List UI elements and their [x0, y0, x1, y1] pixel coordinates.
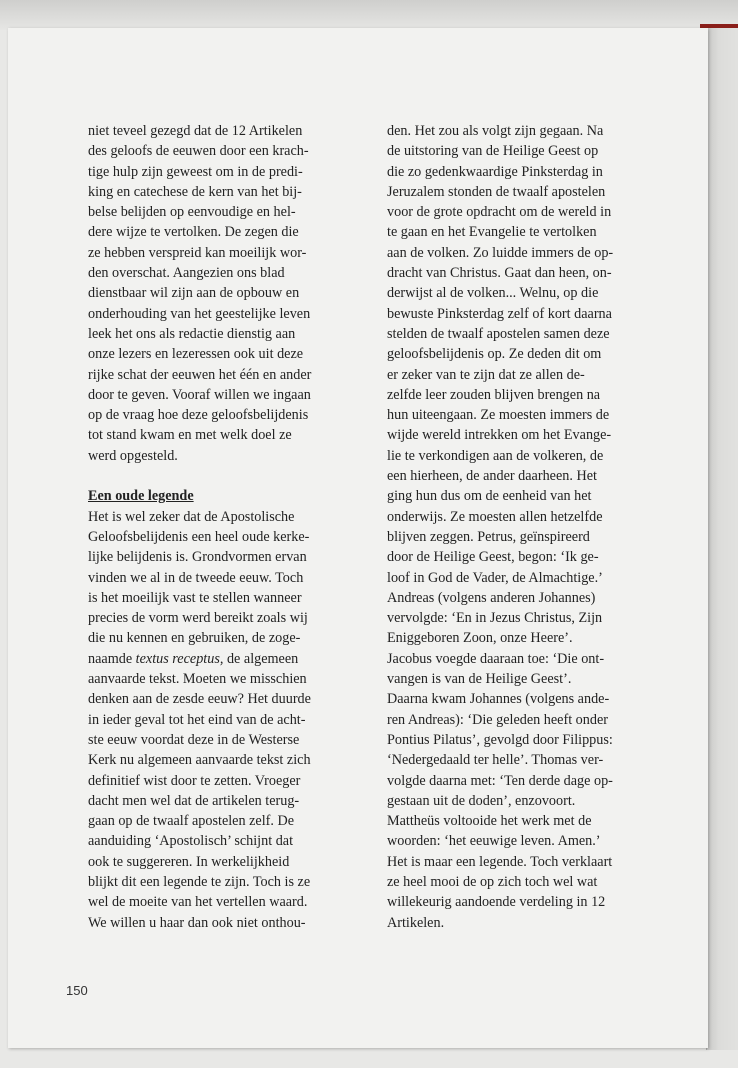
left-column [88, 121, 350, 933]
text-line: er zeker van te zijn dat ze allen de- [387, 366, 585, 383]
text-line: loof in God de Vader, de Almachtige.’ [387, 569, 603, 586]
text-line: in ieder geval tot het eind van de acht- [88, 711, 306, 728]
text-line: Andreas (volgens anderen Johannes) [387, 589, 596, 606]
text-line: woorden: ‘het eeuwige leven. Amen.’ [387, 833, 601, 850]
text-line: Geloofsbelijdenis een heel oude kerke- [88, 528, 310, 545]
text-line: te gaan en het Evangelie te vertolken [387, 224, 597, 241]
text-line: is het moeilijk vast te stellen wanneer [88, 589, 302, 606]
text-line: rijke schat der eeuwen het één en ander [88, 366, 312, 383]
text-line: ging hun dus om de eenheid van het [387, 488, 592, 505]
text-line: lijke belijdenis is. Grondvormen ervan [88, 549, 307, 566]
text-line: belse belijden op eenvoudige en hel- [88, 204, 296, 221]
text-line: Kerk nu algemeen aanvaarde tekst zich [88, 752, 311, 769]
text-line: gaan op de twaalf apostelen zelf. De [88, 813, 295, 830]
next-page-edge [706, 24, 738, 1050]
text-line: precies de vorm werd bereikt zoals wij [88, 610, 308, 627]
text-line: dienstbaar wil zijn aan de opbouw en [88, 285, 300, 302]
text-line: dracht van Christus. Gaat dan heen, on- [387, 265, 612, 282]
text-line: derwijst al de volken... Welnu, op die [387, 285, 599, 302]
text-line: Jacobus voegde daaraan toe: ‘Die ont- [387, 650, 605, 667]
text-line: niet teveel gezegd dat de 12 Artikelen [88, 123, 303, 139]
text-line: Pontius Pilatus’, gevolgd door Filippus: [387, 731, 613, 748]
text-line: ze heel mooi de op zich toch wel wat [387, 873, 598, 890]
text-line: ook te suggereren. In werkelijkheid [88, 853, 290, 870]
paragraph-gap [88, 466, 350, 486]
text-line: gestaan uit de doden’, enzovoort. [387, 792, 576, 809]
text-line: onderhouding van het geestelijke leven [88, 305, 311, 322]
text-line: des geloofs de eeuwen door een krach- [88, 143, 309, 160]
text-line: definitief wist door te zetten. Vroeger [88, 772, 301, 789]
text-line: Artikelen. [387, 914, 445, 931]
text-line: onze lezers en lezeressen ook uit deze [88, 346, 304, 363]
text-line: op de vraag hoe deze geloofsbelijdenis [88, 407, 309, 424]
text-line: bewuste Pinksterdag zelf of kort daarna [387, 305, 612, 322]
legend-paragraph-start [88, 507, 350, 649]
text-line: geloofsbelijdenis op. Ze deden dit om [387, 346, 602, 363]
text-line: tot stand kwam en met welk doel ze [88, 427, 292, 444]
text-line: denken aan de zesde eeuw? Het duurde [88, 691, 311, 708]
text-line: volgde daarna met: ‘Ten derde dage op- [387, 772, 613, 789]
text-line: door te geven. Vooraf willen we ingaan [88, 386, 311, 403]
text-line: king en catechese de kern van het bij- [88, 183, 302, 200]
text-line: dere wijze te vertolken. De zegen die [88, 224, 299, 241]
text-line: hun uiteengaan. Ze moesten immers de [387, 407, 610, 424]
text-fragment: naamde [88, 650, 136, 667]
text-line: Daarna kwam Johannes (volgens ande- [387, 691, 610, 708]
text-line: blijkt dit een legende te zijn. Toch is ze [88, 873, 311, 890]
text-line: door de Heilige Geest, begon: ‘Ik ge- [387, 549, 599, 566]
text-line: een hierheen, de ander daarheen. Het [387, 468, 597, 485]
section-heading: Een oude legende [88, 488, 194, 505]
text-line: vervolgde: ‘En in Jezus Christus, Zijn [387, 610, 603, 627]
text-line: wel de moeite van het vertellen waard. [88, 894, 308, 911]
text-line: tige hulp zijn geweest om in de predi- [88, 163, 303, 180]
text-line: blijven zeggen. Petrus, geïnspireerd [387, 528, 590, 545]
text-line: leek het ons als redactie dienstig aan [88, 325, 296, 342]
text-line: We willen u haar dan ook niet onthou- [88, 914, 306, 931]
text-line: aanduiding ‘Apostolisch’ schijnt dat [88, 833, 294, 850]
text-line: vangen is van de Heilige Geest’. [387, 671, 572, 688]
text-line: lie te verkondigen aan de volkeren, de [387, 447, 604, 464]
text-line: den overschat. Aangezien ons blad [88, 265, 285, 282]
text-line: onderwijs. Ze moesten allen hetzelfde [387, 508, 603, 525]
text-line: dacht men wel dat de artikelen terug- [88, 792, 300, 809]
text-line: den. Het zou als volgt zijn gegaan. Na [387, 123, 604, 139]
text-line: ze hebben verspreid kan moeilijk wor- [88, 244, 307, 261]
legend-paragraph-end [88, 669, 350, 933]
text-line: ren Andreas): ‘Die geleden heeft onder [387, 711, 608, 728]
text-line: vinden we al in de tweede eeuw. Toch [88, 569, 304, 586]
legend-continuation [387, 121, 652, 933]
italic-term: textus receptus, [135, 650, 224, 667]
text-line: aanvaarde tekst. Moeten we misschien [88, 671, 307, 688]
text-line: aan de volken. Zo luidde immers de op- [387, 244, 614, 261]
text-line: Jeruzalem stonden de twaalf apostelen [387, 183, 606, 200]
text-line: Eniggeboren Zoon, onze Heere’. [387, 630, 573, 647]
text-line: werd opgesteld. [88, 447, 178, 464]
right-column [387, 121, 652, 933]
text-line-italic [88, 649, 350, 669]
text-fragment: de algemeen [223, 650, 299, 667]
text-line: Mattheüs voltooide het werk met de [387, 813, 592, 830]
text-line: die zo gedenkwaardige Pinksterdag in [387, 163, 603, 180]
text-line: die nu kennen en gebruiken, de zoge- [88, 630, 301, 647]
text-line: ste eeuw voordat deze in de Westerse [88, 731, 300, 748]
text-line: voor de grote opdracht om de wereld in [387, 204, 612, 221]
text-line: ‘Nedergedaald ter helle’. Thomas ver- [387, 752, 604, 769]
text-line: Het is wel zeker dat de Apostolische [88, 508, 295, 525]
intro-paragraph [88, 121, 350, 466]
text-line: willekeurig aandoende verdeling in 12 [387, 894, 606, 911]
text-line: Het is maar een legende. Toch verklaart [387, 853, 613, 870]
page-number: 150 [66, 983, 88, 998]
text-line: zelfde leer zouden blijven brengen na [387, 386, 601, 403]
text-line: stelden de twaalf apostelen samen deze [387, 325, 610, 342]
background-shadow [0, 0, 738, 30]
text-line: de uitstoring van de Heilige Geest op [387, 143, 599, 160]
text-line: wijde wereld intrekken om het Evange- [387, 427, 612, 444]
